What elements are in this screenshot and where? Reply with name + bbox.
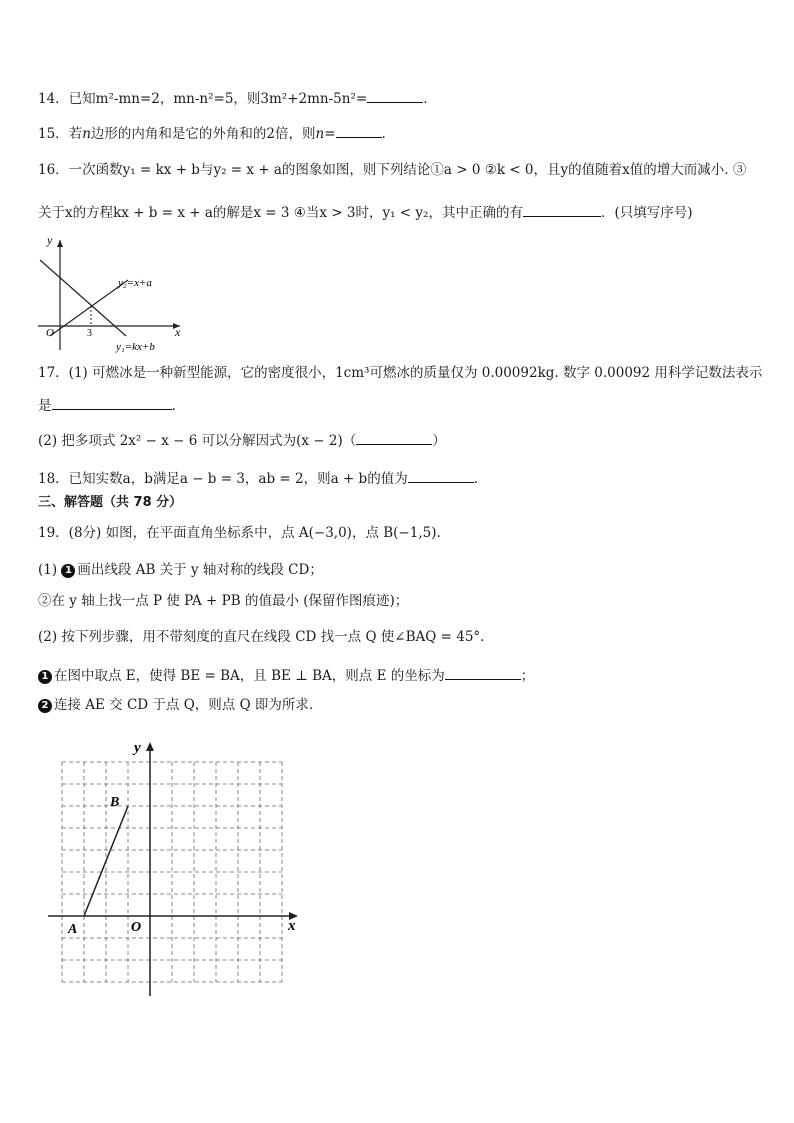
q19-grid-figure bbox=[40, 732, 310, 1002]
q17-part1-line2: 是 bbox=[38, 398, 52, 414]
q16-line1-label: y₁=kx+b bbox=[116, 341, 155, 353]
q16-y-arrow bbox=[57, 240, 63, 247]
q16-line2b: ．(只填写序号) bbox=[600, 205, 693, 221]
q19-answer-blank[interactable] bbox=[445, 665, 521, 680]
q18-text-a: 18．已知实数a，b满足a − b = 3，ab = 2，则a + b的值为 bbox=[38, 471, 408, 487]
q19-p1-a: (1) bbox=[38, 562, 62, 578]
q16-graph bbox=[30, 228, 200, 356]
q19-p2-1-circle: 1 bbox=[38, 670, 52, 684]
q16-origin-label: O bbox=[46, 327, 54, 339]
question-17-line2: 是 . bbox=[38, 395, 176, 415]
question-16-line1 bbox=[38, 161, 746, 179]
q16-answer-blank[interactable] bbox=[523, 202, 601, 217]
question-16-line2 bbox=[38, 202, 693, 222]
q19-y-label: y bbox=[134, 740, 141, 756]
question-19-part2 bbox=[38, 628, 484, 646]
q16-x-label: x bbox=[175, 325, 181, 339]
q16-line2-label: y₂=x+a bbox=[118, 277, 152, 289]
q15-var2: n bbox=[315, 126, 325, 142]
q19-p2-2: 连接 AE 交 CD 于点 Q，则点 Q 即为所求. bbox=[54, 697, 314, 713]
q14-text: 14．已知m²-mn=2，mn-n²=5，则3m²+2mn-5n²= bbox=[38, 91, 368, 107]
q15-text-before: 15．若 bbox=[38, 126, 83, 142]
question-19-intro bbox=[38, 524, 441, 542]
question-15: 15．若n边形的内角和是它的外角和的2倍，则n= . bbox=[38, 123, 386, 143]
question-17-line3 bbox=[38, 430, 446, 450]
question-19-part1-2 bbox=[38, 592, 408, 610]
q14-answer-blank[interactable] bbox=[367, 88, 423, 103]
question-19-part1 bbox=[38, 561, 323, 579]
question-19-part2-1 bbox=[38, 665, 534, 685]
q19-y-arrow bbox=[146, 742, 154, 751]
q19-p1-2: ②在 y 轴上找一点 P 使 PA + PB 的值最小 (保留作图痕迹)； bbox=[38, 593, 409, 609]
q17-part2b: ） bbox=[432, 433, 446, 449]
question-14: 14．已知m²-mn=2，mn-n²=5，则3m²+2mn-5n²= . bbox=[38, 88, 427, 108]
q16-line-y1 bbox=[40, 260, 126, 336]
section-3-title: 三、解答题（共 78 分） bbox=[38, 495, 183, 510]
q18-text-b: ． bbox=[473, 471, 488, 487]
q19-p2-1-b: ； bbox=[520, 668, 535, 684]
q15-var: n bbox=[82, 126, 91, 142]
q19-intro: 19．(8分) 如图，在平面直角坐标系中，点 A(−3,0)，点 B(−1,5). bbox=[38, 525, 441, 541]
q19-segment-ab bbox=[84, 806, 128, 916]
q15-text-end: = bbox=[324, 126, 336, 142]
q16-line2a: 关于x的方程kx + b = x + a的解是x = 3 ④当x > 3时，y₁ < y₂，其中正确的有 bbox=[38, 205, 523, 221]
q17-part1-line1: 17．(1) 可燃冰是一种新型能源，它的密度很小，1cm³可燃冰的质量仅为 0.00092kg. 数字 0.00092 用科学记数法表示 bbox=[38, 365, 763, 381]
q19-p2-1-a: 在图中取点 E，使得 BE = BA，且 BE ⊥ BA，则点 E 的坐标为 bbox=[54, 668, 445, 684]
q19-p1-circle: 1 bbox=[61, 564, 75, 578]
q19-gridlines bbox=[62, 762, 282, 982]
q17-part2a: (2) 把多项式 2x² − x − 6 可以分解因式为(x − 2)（ bbox=[38, 433, 357, 449]
q18-answer-blank[interactable] bbox=[408, 468, 474, 483]
q19-p2: (2) 按下列步骤，用不带刻度的直尺在线段 CD 找一点 Q 使∠BAQ = 45°. bbox=[38, 629, 485, 645]
question-17-line1 bbox=[38, 364, 762, 382]
q16-y-label: y bbox=[47, 233, 53, 247]
q19-point-b-label: B bbox=[110, 795, 120, 810]
q19-x-label: x bbox=[288, 918, 296, 934]
q15-text-mid: 边形的内角和是它的外角和的2倍，则 bbox=[90, 126, 316, 142]
question-19-part2-2 bbox=[38, 696, 313, 714]
q17-answer-blank-1[interactable] bbox=[52, 395, 172, 410]
q15-answer-blank[interactable] bbox=[336, 123, 382, 138]
q19-point-a-label: A bbox=[68, 922, 78, 937]
q16-line1: 16．一次函数y₁ = kx + b与y₂ = x + a的图象如图，则下列结论①a > 0 ②k < 0，且y的值随着x值的增大而减小. ③ bbox=[38, 162, 747, 178]
q19-p1-b: 画出线段 AB 关于 y 轴对称的线段 CD； bbox=[77, 562, 323, 578]
q19-p2-2-circle: 2 bbox=[38, 699, 52, 713]
q17-answer-blank-2[interactable] bbox=[356, 430, 432, 445]
question-18 bbox=[38, 468, 487, 488]
q19-origin-label: O bbox=[131, 920, 142, 935]
q16-tick-label: 3 bbox=[87, 328, 92, 339]
section-3-heading bbox=[38, 494, 182, 512]
